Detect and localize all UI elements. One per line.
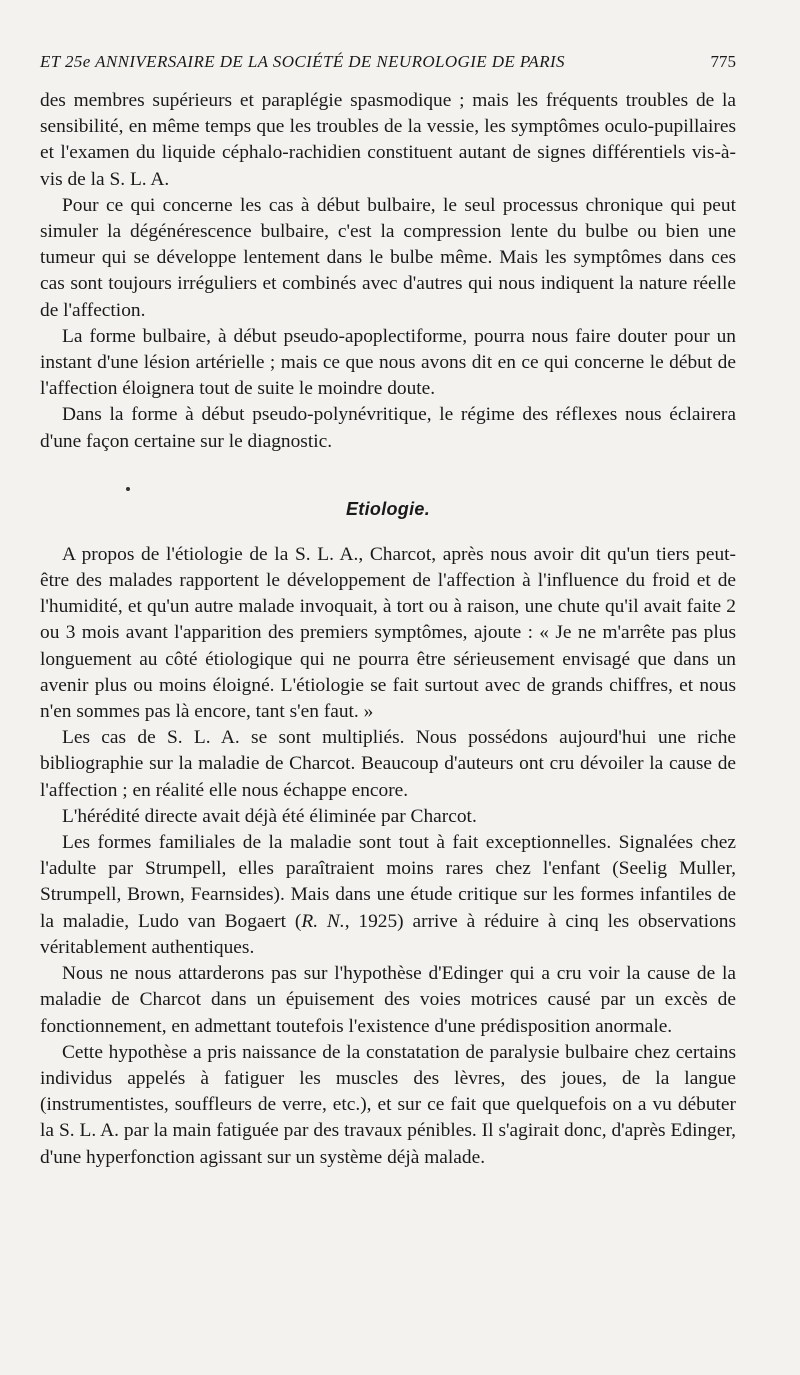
paragraph: L'hérédité directe avait déjà été éliminée par Charcot.: [62, 805, 477, 827]
paragraph: Les cas de S. L. A. se sont multipliés. Nous possédons aujourd'hui une riche bibliographie sur la maladie de Charcot. Beaucoup d'auteurs ont cru dévoiler la cause de l'affection ; en réalité elle nous échappe encore.: [40, 727, 736, 801]
reference-abbrev: R. N.: [301, 910, 345, 932]
paragraph: Nous ne nous attarderons pas sur l'hypothèse d'Edinger qui a cru voir la cause de la maladie de Charcot dans un épuisement des voies motrices causé par un excès de fonctionnement, en admettant toutefois l'existence d'une prédisposition anormale.: [40, 963, 736, 1037]
paragraph: des membres supérieurs et paraplégie spasmodique ; mais les fréquents troubles de la sensibilité, en même temps que les troubles de la vessie, les symptômes oculo-pupillaires et l'examen du liquide céphalo-rachidien constituent autant de signes différentiels vis-à-vis de la S. L. A.: [40, 90, 736, 190]
paragraph: A propos de l'étiologie de la S. L. A., Charcot, après nous avoir dit qu'un tiers peut-être des malades rapportent le développement de l'affection à l'influence du froid et de l'humidité, et qu'un autre malade invoquait, à tort ou à raison, une chute qu'il avait faite 2 ou 3 mois avant l'apparition des premiers symptômes, ajoute : « Je ne m'arrête pas plus longuement au côté étiologique qui ne pourra être sérieusement envisagé que dans un avenir plus ou moins éloigné. L'étiologie se fait surtout avec de grands chiffres, et nous n'en sommes pas là encore, tant s'en faut. »: [40, 543, 736, 723]
page-number: 775: [710, 52, 736, 71]
running-title: ET 25e ANNIVERSAIRE DE LA SOCIÉTÉ DE NEUROLOGIE DE PARIS: [40, 52, 565, 71]
paragraph: Dans la forme à début pseudo-polynévritique, le régime des réflexes nous éclairera d'une façon certaine sur le diagnostic.: [40, 404, 736, 452]
running-head: [40, 52, 736, 76]
paragraph: Pour ce qui concerne les cas à début bulbaire, le seul processus chronique qui peut simuler la dégénérescence bulbaire, c'est la compression lente du bulbe ou bien une tumeur qui se développe lentement dans le bulbe même. Mais les symptômes dans ces cas sont toujours irréguliers et combinés avec d'autres qui nous indiquent la nature réelle de l'affection.: [40, 194, 736, 321]
body-text: [40, 88, 736, 1171]
paragraph: La forme bulbaire, à début pseudo-apoplectiforme, pourra nous faire douter pour un instant d'une lésion artérielle ; mais ce que nous avons dit en ce qui concerne le début de l'affection éloignera tout de suite le moindre doute.: [40, 325, 736, 400]
paragraph-text: Les formes familiales de la maladie sont tout à fait exceptionnelles. Signalées chez l'adulte par Strumpell, elles paraîtraient moins rares chez l'enfant (Seelig Muller, Strumpell, Brown, Fearnsides). Mais dans une étude critique sur les formes infantiles de la maladie, Ludo van Bogaert (: [40, 832, 736, 932]
section-heading: Etiologie.: [346, 498, 430, 519]
paragraph-text: , 1925) arrive à réduire à cinq les observations véritablement authentiques.: [40, 910, 736, 958]
paragraph: Cette hypothèse a pris naissance de la constatation de paralysie bulbaire chez certains individus appelés à fatiguer les muscles des lèvres, des joues, de la langue (instrumentistes, souffleurs de verre, etc.), et sur ce fait que quelquefois on a vu débuter la S. L. A. par la main fatiguée par des travaux pénibles. Il s'agirait donc, d'après Edinger, d'une hyperfonction agissant sur un système déjà malade.: [40, 1041, 736, 1168]
paragraph-familial: [40, 830, 736, 961]
